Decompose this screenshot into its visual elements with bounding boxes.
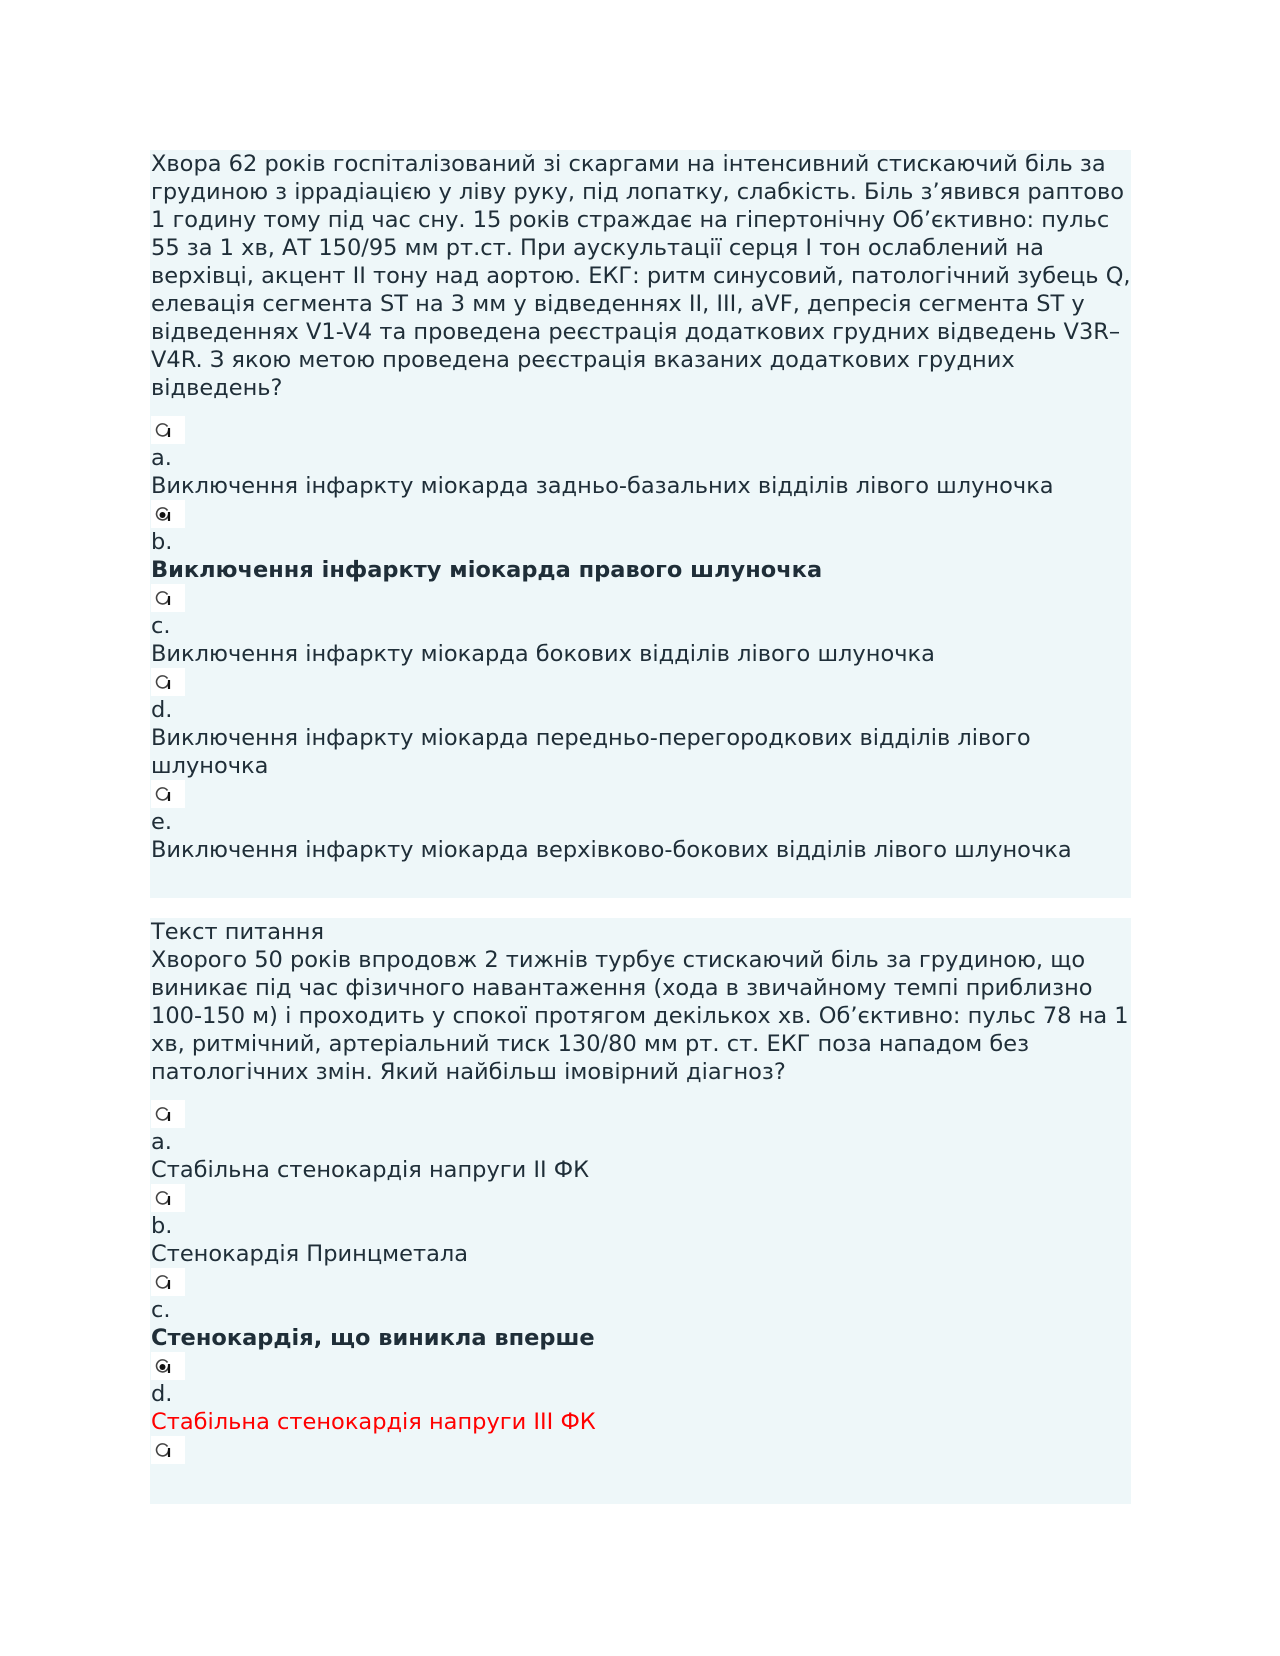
option-a <box>151 1100 1131 1184</box>
radio-unchecked-icon <box>154 674 171 691</box>
option-text: Стенокардія Принцметала <box>151 1241 469 1267</box>
radio-button[interactable] <box>151 780 185 808</box>
option-letter: c. <box>151 1297 171 1323</box>
radio-button[interactable] <box>151 1268 185 1296</box>
option-letter: e. <box>151 809 172 835</box>
question-text: Хвора 62 років госпіталізований зі скаргами на інтенсивний стискаючий біль за грудиною з іррадіацією у ліву руку, під лопатку, слабкість. Біль з’явився раптово 1 годину тому під час сну. 15 років страждає на гіпертонічну Об’єктивно: пульс 55 за 1 хв, АТ 150/95 мм рт.ст. При аускультації серця I тон ослаблений на верхівці, акцент II тону над аортою. ЕКГ: ритм синусовий, патологічний зубець Q, елевація сегмента ST на 3 мм у відведеннях II, III, aVF, депресія сегмента ST у відведеннях V1-V4 та проведена реєстрація додаткових грудних відведень V3R–V4R. З якою метою проведена реєстрація вказаних додаткових грудних відведень? <box>151 151 1131 401</box>
radio-button[interactable] <box>151 1100 185 1128</box>
option-text: Виключення інфаркту міокарда задньо-базальних відділів лівого шлуночка <box>151 473 1054 499</box>
option-b <box>151 500 1131 584</box>
question-text-header: Текст питання <box>151 919 324 945</box>
option-d <box>151 668 1131 780</box>
radio-unchecked-icon <box>154 786 171 803</box>
option-b <box>151 1184 1131 1268</box>
option-letter: c. <box>151 613 171 639</box>
option-a <box>151 416 1131 500</box>
radio-button[interactable] <box>151 1352 185 1380</box>
radio-unchecked-icon <box>154 422 171 439</box>
option-letter: b. <box>151 1213 173 1239</box>
radio-button[interactable] <box>151 584 185 612</box>
radio-unchecked-icon <box>154 1190 171 1207</box>
option-text: Виключення інфаркту міокарда бокових відділів лівого шлуночка <box>151 641 935 667</box>
radio-unchecked-icon <box>154 1442 171 1459</box>
option-letter: a. <box>151 445 172 471</box>
option-text-selected: Виключення інфаркту міокарда правого шлуночка <box>151 557 823 583</box>
option-c <box>151 584 1131 668</box>
option-e <box>151 780 1131 864</box>
option-letter: d. <box>151 697 173 723</box>
option-text: Виключення інфаркту міокарда верхівково-бокових відділів лівого шлуночка <box>151 837 1072 863</box>
radio-button[interactable] <box>151 668 185 696</box>
question-text: Хворого 50 років впродовж 2 тижнів турбує стискаючий біль за грудиною, що виникає під час фізичного навантаження (хода в звичайному темпі приблизно 100-150 м) і проходить у спокої протягом декількох хв. Об’єктивно: пульс 78 на 1 хв, ритмічний, артеріальний тиск 130/80 мм рт. ст. ЕКГ поза нападом без патологічних змін. Який найбільш імовірний діагноз? <box>151 947 1129 1085</box>
radio-button[interactable] <box>151 416 185 444</box>
option-c <box>151 1268 1131 1352</box>
radio-unchecked-icon <box>154 1106 171 1123</box>
radio-button[interactable] <box>151 500 185 528</box>
option-text: Виключення інфаркту міокарда передньо-перегородкових відділів лівого шлуночка <box>151 725 1031 779</box>
radio-unchecked-icon <box>154 590 171 607</box>
radio-unchecked-icon <box>154 1274 171 1291</box>
option-letter: b. <box>151 529 173 555</box>
option-letter: d. <box>151 1381 173 1407</box>
question-2 <box>151 918 1131 1464</box>
option-letter: a. <box>151 1129 172 1155</box>
radio-button[interactable] <box>151 1184 185 1212</box>
radio-checked-icon <box>154 506 171 523</box>
option-text: Стабільна стенокардія напруги II ФК <box>151 1157 590 1183</box>
radio-button[interactable] <box>151 1436 185 1464</box>
radio-checked-icon <box>154 1358 171 1375</box>
option-text-bold: Стенокардія, що виникла вперше <box>151 1325 595 1351</box>
option-text-incorrect: Стабільна стенокардія напруги III ФК <box>151 1409 596 1435</box>
question-1 <box>151 150 1131 864</box>
option-e <box>151 1436 1131 1464</box>
option-d <box>151 1352 1131 1436</box>
